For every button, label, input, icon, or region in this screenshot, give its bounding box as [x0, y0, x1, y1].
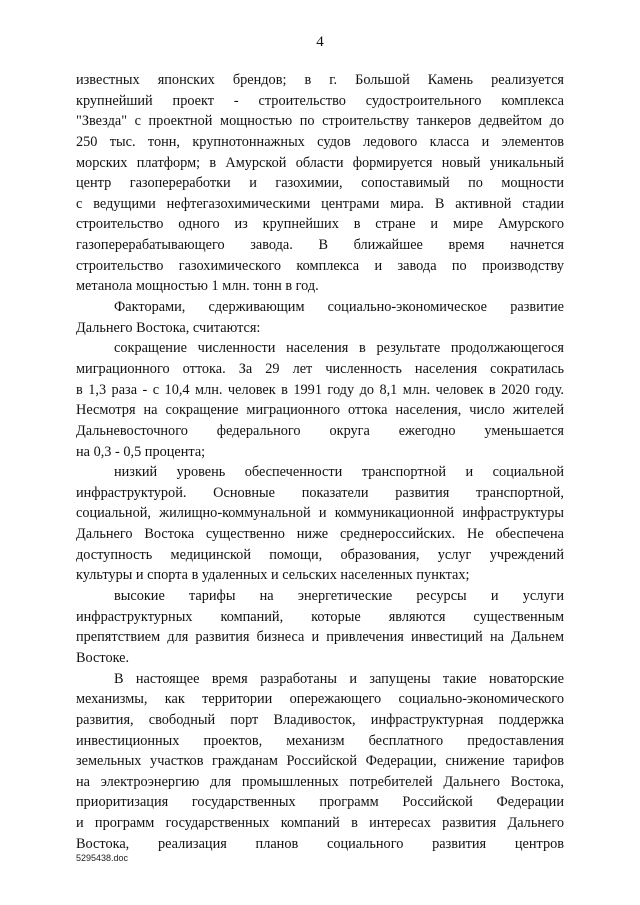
text-line: Дальнего Востока, считаются: — [76, 319, 261, 336]
text-line: Несмотря на сокращение миграционного оттока населения, число жителей — [76, 402, 564, 419]
text-line: на 0,3 - 0,5 процента; — [76, 443, 206, 460]
text-line: инфраструктурных компаний, которые являются существенным — [76, 608, 564, 625]
text-line: В настоящее время разработаны и запущены такие новаторские — [114, 670, 564, 687]
text-line: Дальневосточного федерального округа ежегодно уменьшается — [76, 422, 564, 439]
text-line: Востока, реализация планов социального развития центров — [76, 835, 564, 852]
text-line: развития, свободный порт Владивосток, инфраструктурная поддержка — [76, 711, 564, 728]
text-line: миграционного оттока. За 29 лет численность населения сократилась — [76, 360, 564, 377]
text-line: препятствием для развития бизнеса и привлечения инвестиций на Дальнем — [76, 629, 564, 646]
text-line: на электроэнергию для промышленных потребителей Дальнего Востока, — [76, 773, 564, 790]
text-line: высокие тарифы на энергетические ресурсы и услуги — [114, 588, 564, 605]
document-filename: 5295438.doc — [76, 853, 129, 863]
document-body — [76, 70, 564, 854]
text-line: доступность медицинской помощи, образования, услуг учреждений — [76, 546, 564, 563]
text-line: низкий уровень обеспеченности транспортной и социальной — [114, 464, 564, 481]
text-line: инфраструктурой. Основные показатели развития транспортной, — [76, 484, 564, 501]
text-line: сокращение численности населения в результате продолжающегося — [114, 340, 564, 357]
text-line: центр газопереработки и газохимии, сопоставимый по мощности — [76, 175, 564, 192]
text-line: строительство одного из крупнейших в стране и мире Амурского — [76, 216, 564, 233]
text-line: метанола мощностью 1 млн. тонн в год. — [76, 278, 319, 295]
text-line: "Звезда" с проектной мощностью по строительству танкеров дедвейтом до — [76, 113, 564, 130]
text-line: в 1,3 раза - с 10,4 млн. человек в 1991 году до 8,1 млн. человек в 2020 году. — [76, 381, 564, 398]
text-line: механизмы, как территории опережающего социально-экономического — [76, 691, 564, 708]
text-line: Факторами, сдерживающим социально-экономическое развитие — [114, 299, 564, 316]
text-line: приоритизация государственных программ Российской Федерации — [76, 794, 564, 811]
text-line: и программ государственных компаний в интересах развития Дальнего — [76, 815, 564, 832]
text-line: известных японских брендов; в г. Большой Камень реализуется — [76, 72, 564, 88]
text-line: культуры и спорта в удаленных и сельских населенных пунктах; — [76, 567, 470, 584]
text-line: с ведущими нефтегазохимическими центрами мира. В активной стадии — [76, 195, 564, 212]
text-line: газоперерабатывающего завода. В ближайшее время начнется — [76, 237, 564, 254]
text-line: земельных участков гражданам Российской Федерации, снижение тарифов — [76, 753, 564, 770]
text-line: 250 тыс. тонн, крупнотоннажных судов ледового класса и элементов — [76, 133, 564, 150]
text-line: социальной, жилищно-коммунальной и коммуникационной инфраструктуры — [76, 505, 564, 522]
text-line: Востоке. — [76, 649, 130, 666]
text-line: инвестиционных проектов, механизм бесплатного предоставления — [76, 732, 564, 749]
text-line: морских платформ; в Амурской области формируется новый уникальный — [76, 154, 564, 171]
page-number: 4 — [316, 34, 324, 50]
text-line: Дальнего Востока существенно ниже среднероссийских. Не обеспечена — [76, 526, 564, 543]
text-line: строительство газохимического комплекса и завода по производству — [76, 257, 564, 274]
text-line: крупнейший проект - строительство судостроительного комплекса — [76, 92, 564, 109]
